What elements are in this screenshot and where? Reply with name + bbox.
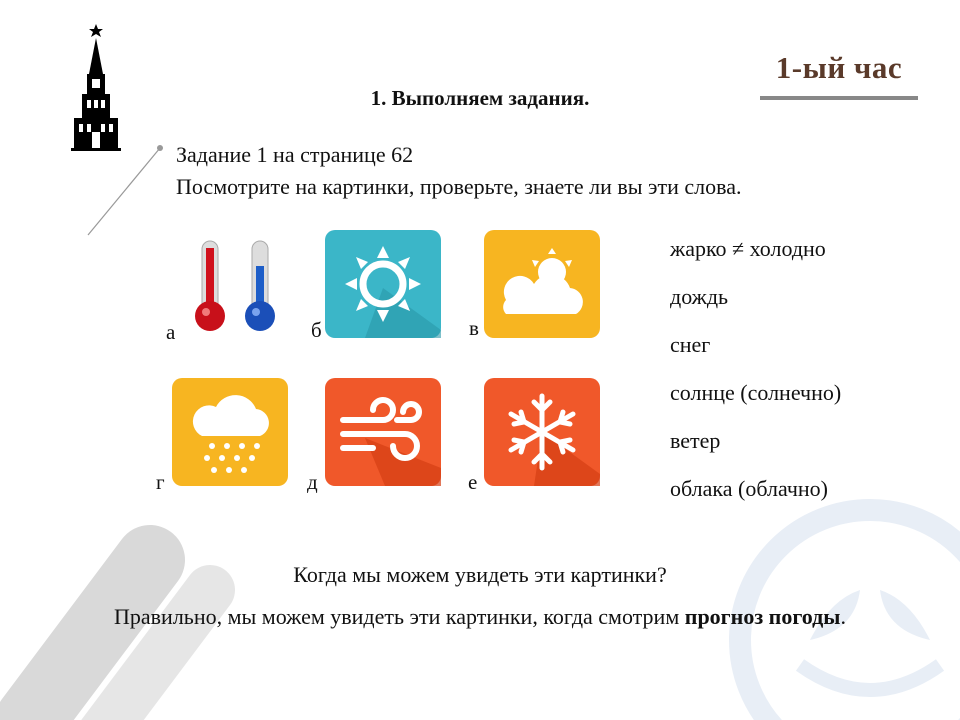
answer-end: .: [840, 604, 846, 629]
hour-badge-title: 1-ый час: [775, 50, 903, 85]
decorative-diagonal-line: [80, 140, 170, 240]
thermometers-icon: [182, 236, 298, 344]
wind-icon: [325, 378, 441, 486]
page-heading: 1. Выполняем задания.: [370, 86, 590, 110]
answer-main: Правильно, мы можем увидеть эти картинки, когда смотрим: [114, 604, 685, 629]
icon-letter-a: а: [166, 320, 176, 344]
icon-letter-v: в: [469, 316, 479, 340]
partly-cloudy-icon: [484, 230, 600, 338]
sun-icon: [325, 230, 441, 338]
task-instruction: Посмотрите на картинки, проверьте, знаете ли вы эти слова.: [176, 174, 742, 199]
icon-letter-e: е: [468, 470, 478, 494]
snowflake-icon: [484, 378, 600, 486]
word-wind: ветер: [670, 428, 721, 453]
rain-cloud-icon: [172, 378, 288, 486]
icon-letter-d: д: [307, 470, 318, 494]
word-sun: солнце (солнечно): [670, 380, 842, 405]
word-clouds: облака (облачно): [670, 476, 829, 501]
icon-letter-g: г: [156, 470, 165, 494]
word-hot-cold: жарко ≠ холодно: [670, 236, 826, 261]
answer-text: [0, 604, 960, 630]
word-snow: снег: [670, 332, 711, 357]
word-rain: дождь: [670, 284, 729, 309]
task-title: Задание 1 на странице 62: [176, 142, 414, 167]
question-text: Когда мы можем увидеть эти картинки?: [293, 562, 667, 587]
icon-letter-b: б: [311, 318, 322, 342]
answer-bold-phrase: прогноз погоды: [684, 604, 841, 629]
